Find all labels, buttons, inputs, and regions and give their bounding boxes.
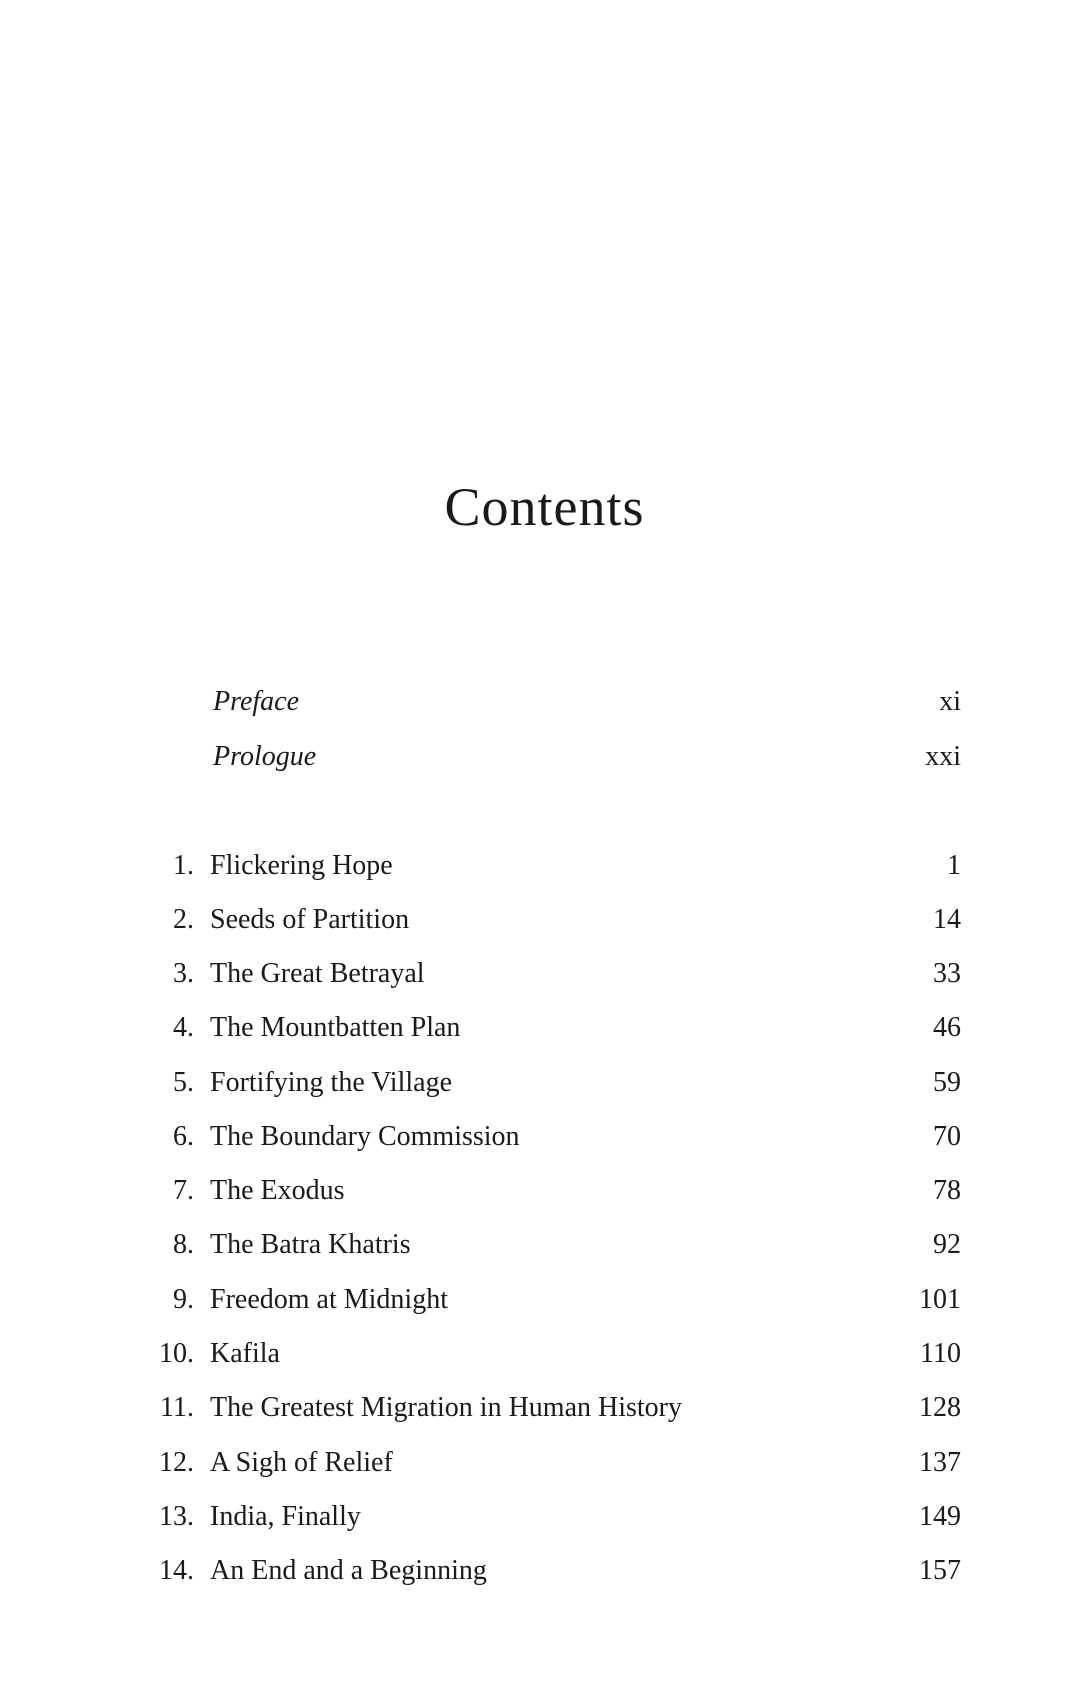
toc-entry-number: 7.	[173, 1175, 194, 1206]
toc-entry-page: 128	[919, 1392, 961, 1423]
toc-entry-page: 46	[933, 1012, 961, 1043]
toc-entry-page: 137	[919, 1447, 961, 1478]
toc-entry-number: 4.	[173, 1012, 194, 1043]
toc-entry-chapter-9[interactable]	[0, 1280, 1089, 1320]
toc-entry-chapter-6[interactable]	[0, 1117, 1089, 1157]
toc-entry-page: 33	[933, 958, 961, 989]
toc-entry-chapter-4[interactable]	[0, 1008, 1089, 1048]
toc-entry-number: 11.	[160, 1392, 194, 1423]
toc-entry-chapter-7[interactable]	[0, 1171, 1089, 1211]
toc-entry-number: 5.	[173, 1067, 194, 1098]
toc-entry-number: 6.	[173, 1121, 194, 1152]
toc-entry-page: 59	[933, 1067, 961, 1098]
toc-entry-label: Kafila	[210, 1338, 280, 1369]
toc-entry-label: Prologue	[213, 741, 317, 772]
toc-entry-page: 92	[933, 1229, 961, 1260]
toc-entry-chapter-5[interactable]	[0, 1063, 1089, 1103]
toc-entry-page: xxi	[925, 741, 961, 772]
toc-entry-preface[interactable]	[0, 682, 1089, 722]
toc-entry-number: 10.	[159, 1338, 194, 1369]
toc-entry-label: A Sigh of Relief	[210, 1447, 393, 1478]
toc-entry-label: The Mountbatten Plan	[210, 1012, 461, 1043]
toc-entry-page: 149	[919, 1501, 961, 1532]
toc-entry-chapter-1[interactable]	[0, 846, 1089, 886]
toc-entry-label: Preface	[213, 686, 300, 717]
toc-entry-page: 1	[947, 850, 961, 881]
toc-entry-chapter-13[interactable]	[0, 1497, 1089, 1537]
toc-entry-chapter-3[interactable]	[0, 954, 1089, 994]
toc-entry-label: An End and a Beginning	[210, 1555, 487, 1586]
toc-entry-page: 157	[919, 1555, 961, 1586]
toc-entry-page: 101	[919, 1284, 961, 1315]
toc-entry-label: The Greatest Migration in Human History	[210, 1392, 683, 1423]
toc-entry-number: 13.	[159, 1501, 194, 1532]
toc-entry-chapter-2[interactable]	[0, 900, 1089, 940]
toc-entry-number: 12.	[159, 1447, 194, 1478]
toc-entry-number: 14.	[159, 1555, 194, 1586]
toc-entry-label: The Great Betrayal	[210, 958, 425, 989]
toc-entry-page: 110	[920, 1338, 961, 1369]
toc-entry-page: xi	[939, 686, 961, 717]
toc-entry-number: 1.	[173, 850, 194, 881]
toc-entry-page: 14	[933, 904, 961, 935]
toc-entry-chapter-10[interactable]	[0, 1334, 1089, 1374]
toc-entry-number: 2.	[173, 904, 194, 935]
toc-entry-chapter-12[interactable]	[0, 1443, 1089, 1483]
toc-entry-label: The Batra Khatris	[210, 1229, 411, 1260]
toc-entry-number: 9.	[173, 1284, 194, 1315]
toc-entry-label: India, Finally	[210, 1501, 361, 1532]
toc-entry-chapter-11[interactable]	[0, 1388, 1089, 1428]
toc-entry-label: The Boundary Commission	[210, 1121, 520, 1152]
toc-entry-label: The Exodus	[210, 1175, 345, 1206]
toc-entry-label: Seeds of Partition	[210, 904, 410, 935]
toc-entry-prologue[interactable]	[0, 737, 1089, 777]
toc-entry-number: 8.	[173, 1229, 194, 1260]
toc-entry-page: 70	[933, 1121, 961, 1152]
toc-entry-number: 3.	[173, 958, 194, 989]
toc-entry-label: Fortifying the Village	[210, 1067, 452, 1098]
toc-entry-label: Freedom at Midnight	[210, 1284, 448, 1315]
toc-entry-chapter-14[interactable]	[0, 1551, 1089, 1591]
toc-entry-page: 78	[933, 1175, 961, 1206]
toc-entry-label: Flickering Hope	[210, 850, 393, 881]
toc-entry-chapter-8[interactable]	[0, 1225, 1089, 1265]
page-title: Contents	[444, 477, 645, 537]
